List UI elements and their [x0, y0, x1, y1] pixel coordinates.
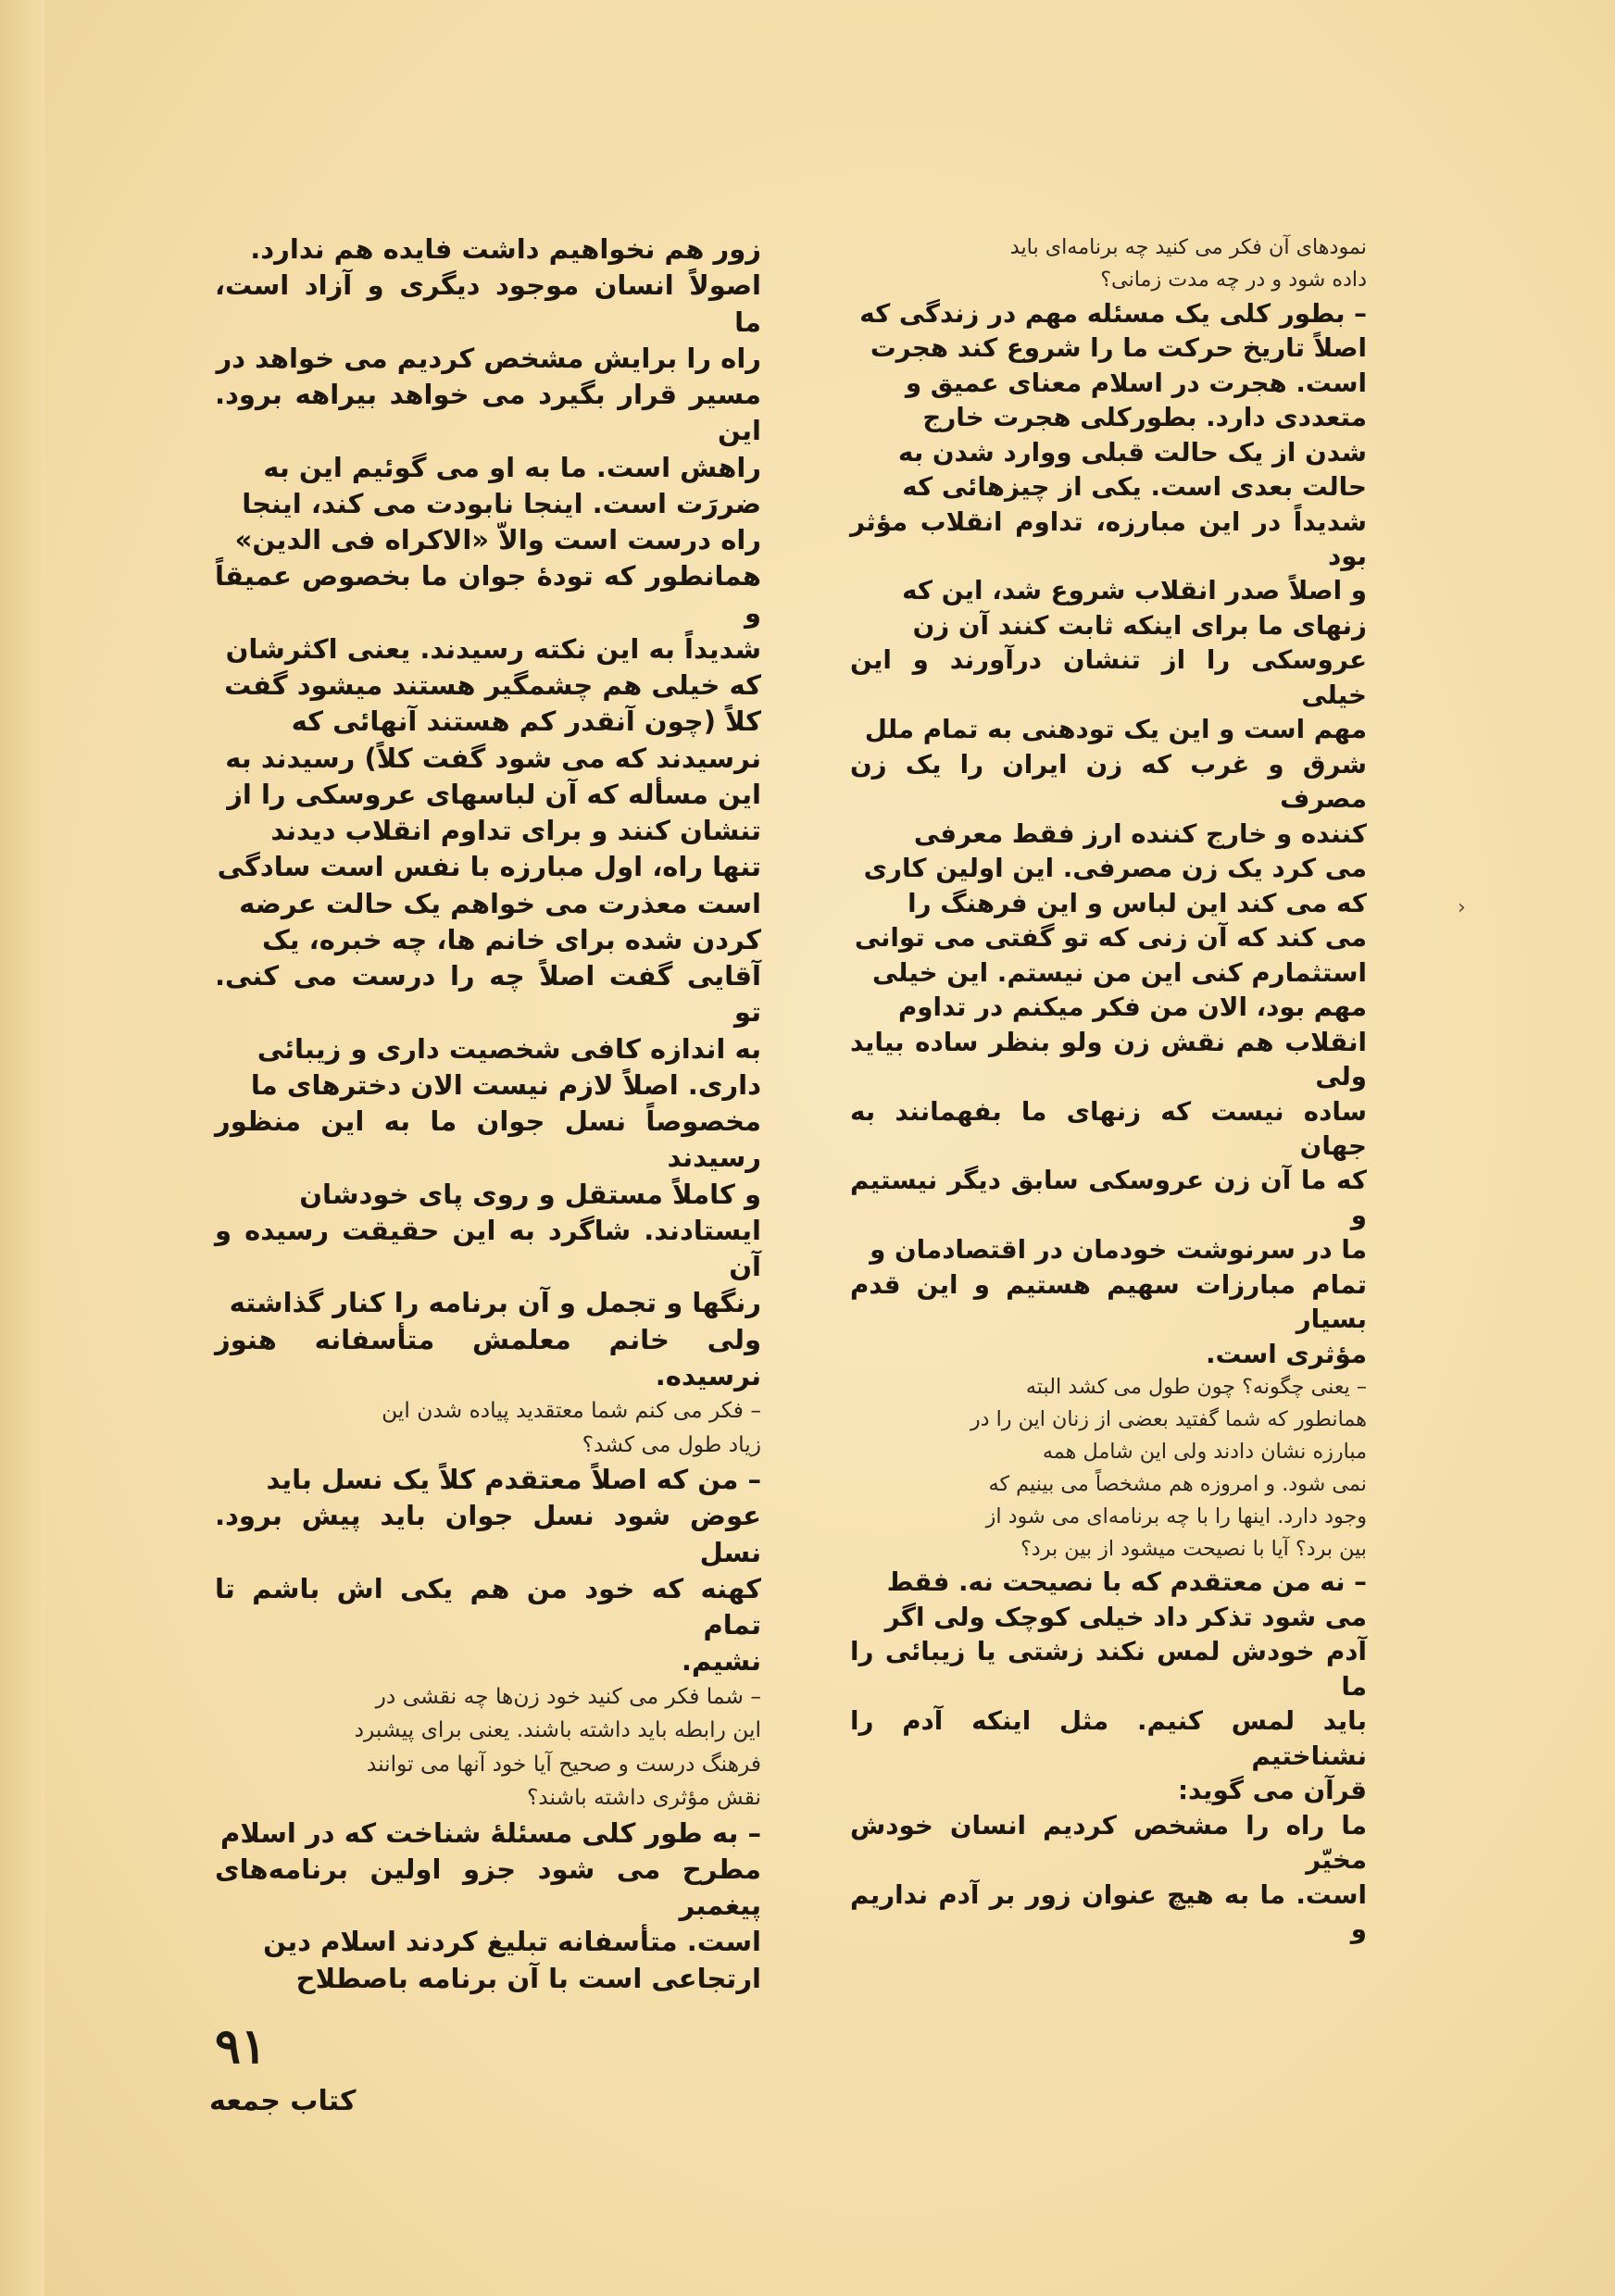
page-number: ۹۱ — [215, 2018, 267, 2075]
right-text-column — [850, 231, 1367, 1947]
answer-paragraph: – نه من معتقدم که با نصیحت نه. فقط می شود تذکر داد خیلی کوچک ولی اگر آدم خودش لمس نکند زشتی یا زیبائی را ما باید لمس کنیم. مثل اینکه آدم را نشناختیم قرآن می گوید: ما راه را مشخص کردیم انسان خودش مخیّر است. ما به هیچ عنوان زور بر آدم نداریم و — [850, 1566, 1367, 1945]
question-paragraph: – فکر می کنم شما معتقدید پیاده شدن این زیاد طول می کشد؟ — [382, 1398, 761, 1457]
answer-paragraph: – بطور کلی یک مسئله مهم در زندگی که اصلاً تاریخ حرکت ما را شروع کند هجرت است. هجرت در اسلام معنای عمیق و متعددی دارد. بطورکلی هجرت خارج شدن از یک حالت قبلی ووارد شدن به حالت بعدی است. یکی از چیزهائی که شدیداً در این مبارزه، تداوم انقلاب مؤثر بود و اصلاً صدر انقلاب شروع شد، این که زنهای ما برای اینکه ثابت کنند آن زن عروسکی را از تنشان درآورند و این خیلی مهم است و این یک تودهنی به تمام ملل شرق و غرب که زن ایران را یک زن مصرف کننده و خارج کننده ارز فقط معرفی می کرد یک زن مصرفی. این اولین کاری که می کند این لباس و این فرهنگ را می کند که آن زنی که تو گفتی می توانی استثمارم کنی این من نیستم. این خیلی مهم بود، الان من فکر میکنم در تداوم انقلاب هم نقش زن ولو بنظر ساده بیاید ولی ساده نیست که زنهای ما بفهمانند به جهان که ما آن زن عروسکی سابق دیگر نیستیم و ما در سرنوشت خودمان در اقتصادمان و تمام مبارزات سهیم هستیم و این قدم بسیار مؤثری است. — [850, 297, 1367, 1369]
left-text-column — [215, 231, 761, 1997]
answer-paragraph: – من که اصلاً معتقدم کلاً یک نسل باید عوض شود نسل جوان باید پیش برود. نسل کهنه که خود من هم یکی اش باشم تا تمام نشیم. — [215, 1464, 761, 1678]
answer-paragraph: – به طور کلی مسئلهٔ شناخت که در اسلام مطرح می شود جزو اولین برنامه‌های پیغمبر است. متأسفانه تبلیغ کردند اسلام دین ارتجاعی است با آن برنامه باصطلاح — [215, 1816, 761, 1994]
margin-mark: ‹ — [1458, 896, 1466, 919]
journal-title: کتاب جمعه — [209, 2085, 357, 2117]
answer-paragraph: زور هم نخواهیم داشت فایده هم ندارد. اصولاً انسان موجود دیگری و آزاد است، ما راه را برایش مشخص کردیم می خواهد در مسیر قرار بگیرد می خواهد بیراهه برود. این راهش است. ما به او می گوئیم این به ضررَت است. اینجا نابودت می کند، اینجا راه درست است والاّ «الاکراه فی الدین» همانطور که تودهٔ جوان ما بخصوص عمیقاً و شدیداً به این نکته رسیدند. یعنی اکثرشان که خیلی هم چشمگیر هستند میشود گفت کلاً (چون آنقدر کم هستند آنهائی که نرسیدند که می شود گفت کلاً) رسیدند به این مسأله که آن لباسهای عروسکی را از تنشان کنند و برای تداوم انقلاب دیدند تنها راه، اول مبارزه با نفس است سادگی است معذرت می خواهم یک حالت عرضه کردن شده برای خانم ها، چه خبره، یک آقایی گفت اصلاً چه را درست می کنی. تو به اندازه کافی شخصیت داری و زیبائی داری. اصلاً لازم نیست الان دخترهای ما مخصوصاً نسل جوان ما به این منظور رسیدند و کاملاً مستقل و روی پای خودشان ایستادند. شاگرد به این حقیقت رسیده و آن رنگها و تجمل و آن برنامه را کنار گذاشته ولی خانم معلمش متأسفانه هنوز نرسیده. — [215, 233, 761, 1391]
question-paragraph: – شما فکر می کنید خود زن‌ها چه نقشی در این رابطه باید داشته باشند. یعنی برای پیشبرد فرهنگ درست و صحیح آیا خود آنها می توانند نقش مؤثری داشته باشند؟ — [354, 1683, 761, 1811]
question-paragraph: نمودهای آن فکر می کنید چه برنامه‌ای باید داده شود و در چه مدت زمانی؟ — [1009, 235, 1367, 292]
question-paragraph: – یعنی چگونه؟ چون طول می کشد البته همانطور که شما گفتید بعضی از زنان این را در مبارزه نشان دادند ولی این شامل همه نمی شود. و امروزه هم مشخصاً می بینیم که وجود دارد. اینها را با چه برنامه‌ای می شود از بین برد؟ آیا با نصیحت میشود از بین برد؟ — [970, 1375, 1367, 1561]
page-edge-shadow — [0, 0, 44, 2296]
